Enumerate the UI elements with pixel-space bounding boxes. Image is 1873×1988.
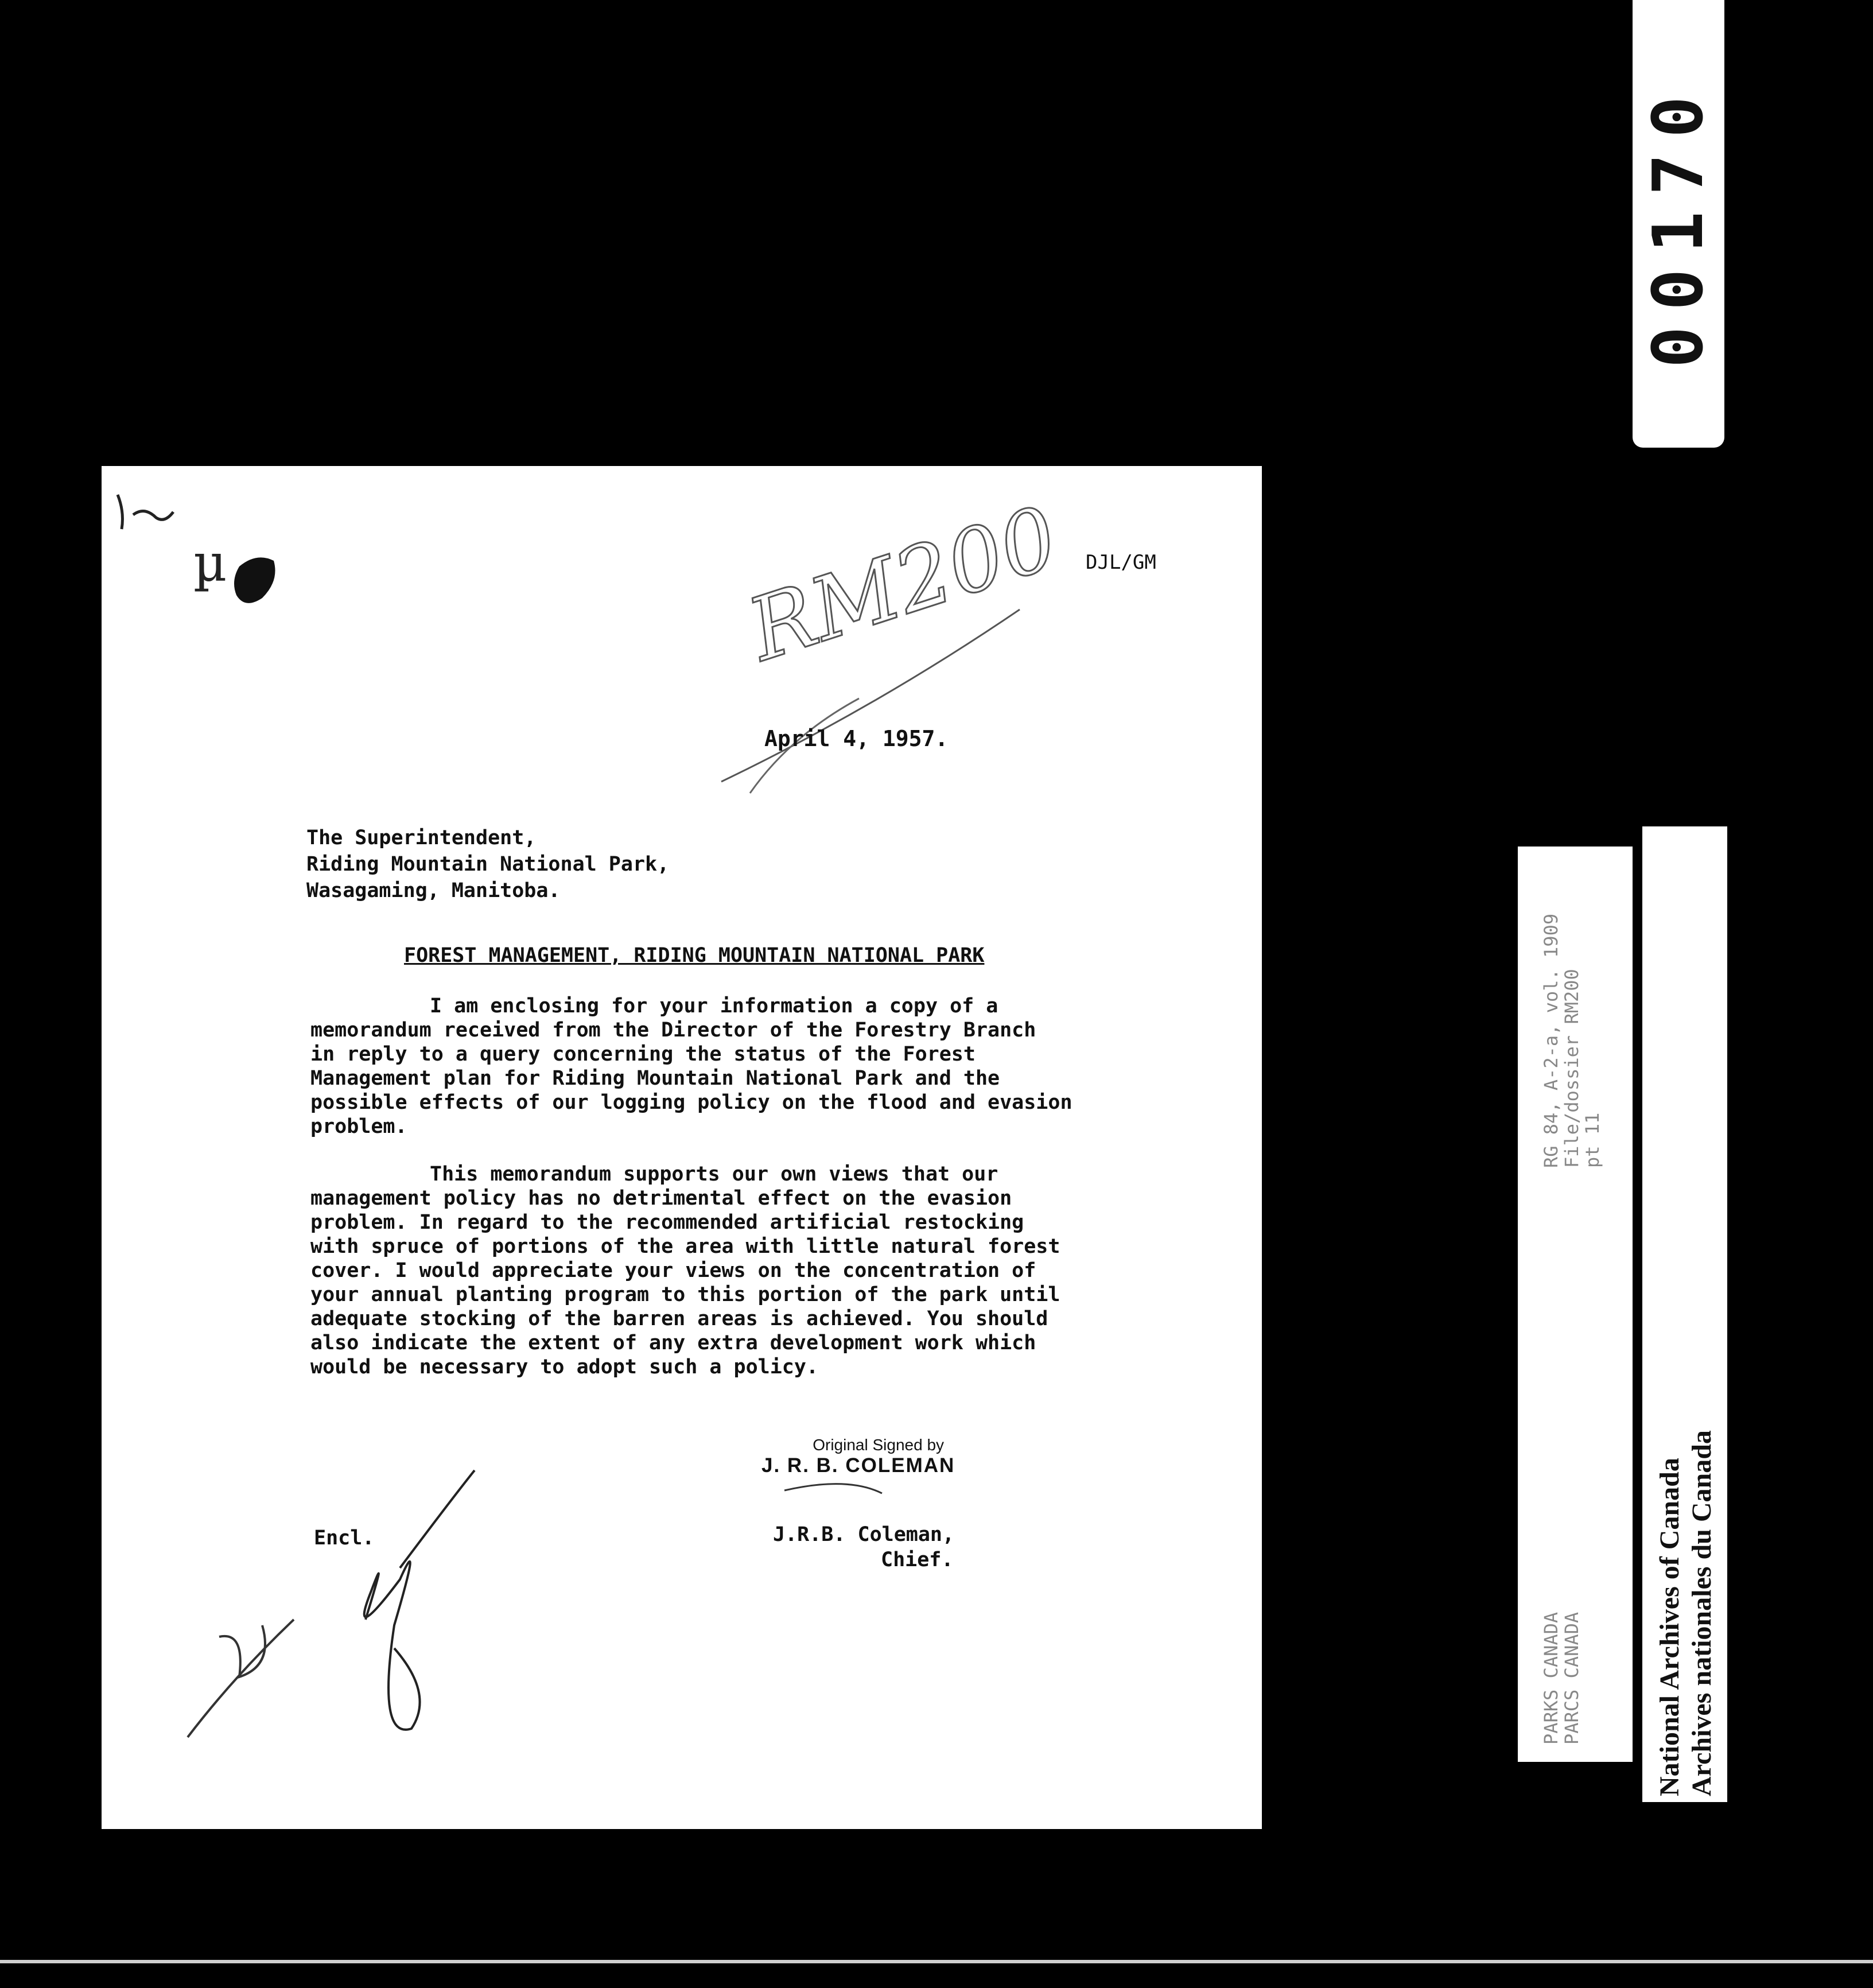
file-number-stroke [721, 609, 1020, 782]
paragraph-line: adequate stocking of the barren areas is achieved. You should [310, 1307, 1048, 1330]
signature-stamp [761, 1436, 955, 1477]
initials-scribble-2 [364, 1470, 475, 1730]
agency-line: PARKS CANADA [1540, 1612, 1562, 1745]
signature-flourish [784, 1484, 882, 1493]
paragraph-line: This memorandum supports our own views that our [430, 1163, 998, 1186]
stamp-caption: Original Signed by [813, 1436, 945, 1454]
margin-mark-text: µ [193, 533, 227, 593]
paragraph-line: in reply to a query concerning the status of the Forest [310, 1043, 976, 1066]
paragraph-line: Management plan for Riding Mountain National Park and the [310, 1067, 1000, 1090]
paragraph-line: memorandum received from the Director of the Forestry Branch [310, 1019, 1036, 1042]
enclosure-note: Encl. [314, 1527, 375, 1550]
address-line: Wasagaming, Manitoba. [306, 879, 561, 902]
agency-name-text [1541, 1572, 1582, 1745]
signer-title: Chief. [881, 1548, 954, 1571]
paragraph-line: management policy has no detrimental effect on the evasion [310, 1187, 1012, 1210]
corner-scribble [118, 495, 173, 529]
signature-block [773, 1522, 954, 1572]
institution-name-text [1654, 1148, 1718, 1796]
paragraph-line: cover. I would appreciate your views on the concentration of [310, 1259, 1036, 1282]
paragraph-line: problem. In regard to the recommended artificial restocking [310, 1211, 1024, 1234]
paragraph-line: with spruce of portions of the area with little natural forest [310, 1235, 1060, 1258]
body-paragraph-2 [310, 1162, 1229, 1379]
institution-label [1642, 826, 1727, 1802]
paragraph-line: your annual planting program to this portion of the park until [310, 1283, 1060, 1306]
frame-counter-strip [1633, 0, 1724, 448]
address-line: The Superintendent, [306, 826, 537, 849]
ink-blot [234, 557, 275, 603]
paragraph-line: would be necessary to adopt such a policy. [310, 1356, 819, 1379]
subject-line: FOREST MANAGEMENT, RIDING MOUNTAIN NATIONAL PARK [404, 944, 985, 967]
frame-counter-number: 00170 [1639, 80, 1719, 368]
paragraph-line: also indicate the extent of any extra development work which [310, 1331, 1036, 1354]
paragraph-line: problem. [310, 1115, 407, 1138]
archive-reference-label [1518, 847, 1633, 1762]
initials-scribble-1 [188, 1620, 294, 1737]
reference-line: RG 84, A-2-a, vol. 1909 [1540, 913, 1562, 1168]
paragraph-line: I am enclosing for your information a copy of a [430, 995, 998, 1018]
recipient-address [306, 825, 669, 904]
institution-line: Archives nationales du Canada [1687, 1430, 1717, 1796]
archive-reference-text [1541, 869, 1603, 1168]
address-line: Riding Mountain National Park, [306, 853, 670, 876]
reference-line: File/dossier RM200 [1561, 969, 1583, 1168]
letter-date: April 4, 1957. [764, 726, 949, 751]
reference-initials: DJL/GM [1086, 551, 1156, 574]
bottom-rule [0, 1960, 1873, 1963]
stamp-name: J. R. B. COLEMAN [761, 1454, 955, 1477]
handwritten-file-number: RM200 [737, 487, 1070, 681]
letter-sheet [102, 466, 1262, 1829]
agency-line: PARCS CANADA [1561, 1612, 1583, 1745]
body-paragraph-1 [310, 994, 1229, 1139]
handwritten-annotations [102, 466, 1262, 1829]
institution-line: National Archives of Canada [1654, 1458, 1685, 1796]
reference-line: pt 11 [1581, 1112, 1603, 1168]
signer-name: J.R.B. Coleman, [773, 1523, 955, 1546]
paragraph-line: possible effects of our logging policy on the flood and evasion [310, 1091, 1072, 1114]
